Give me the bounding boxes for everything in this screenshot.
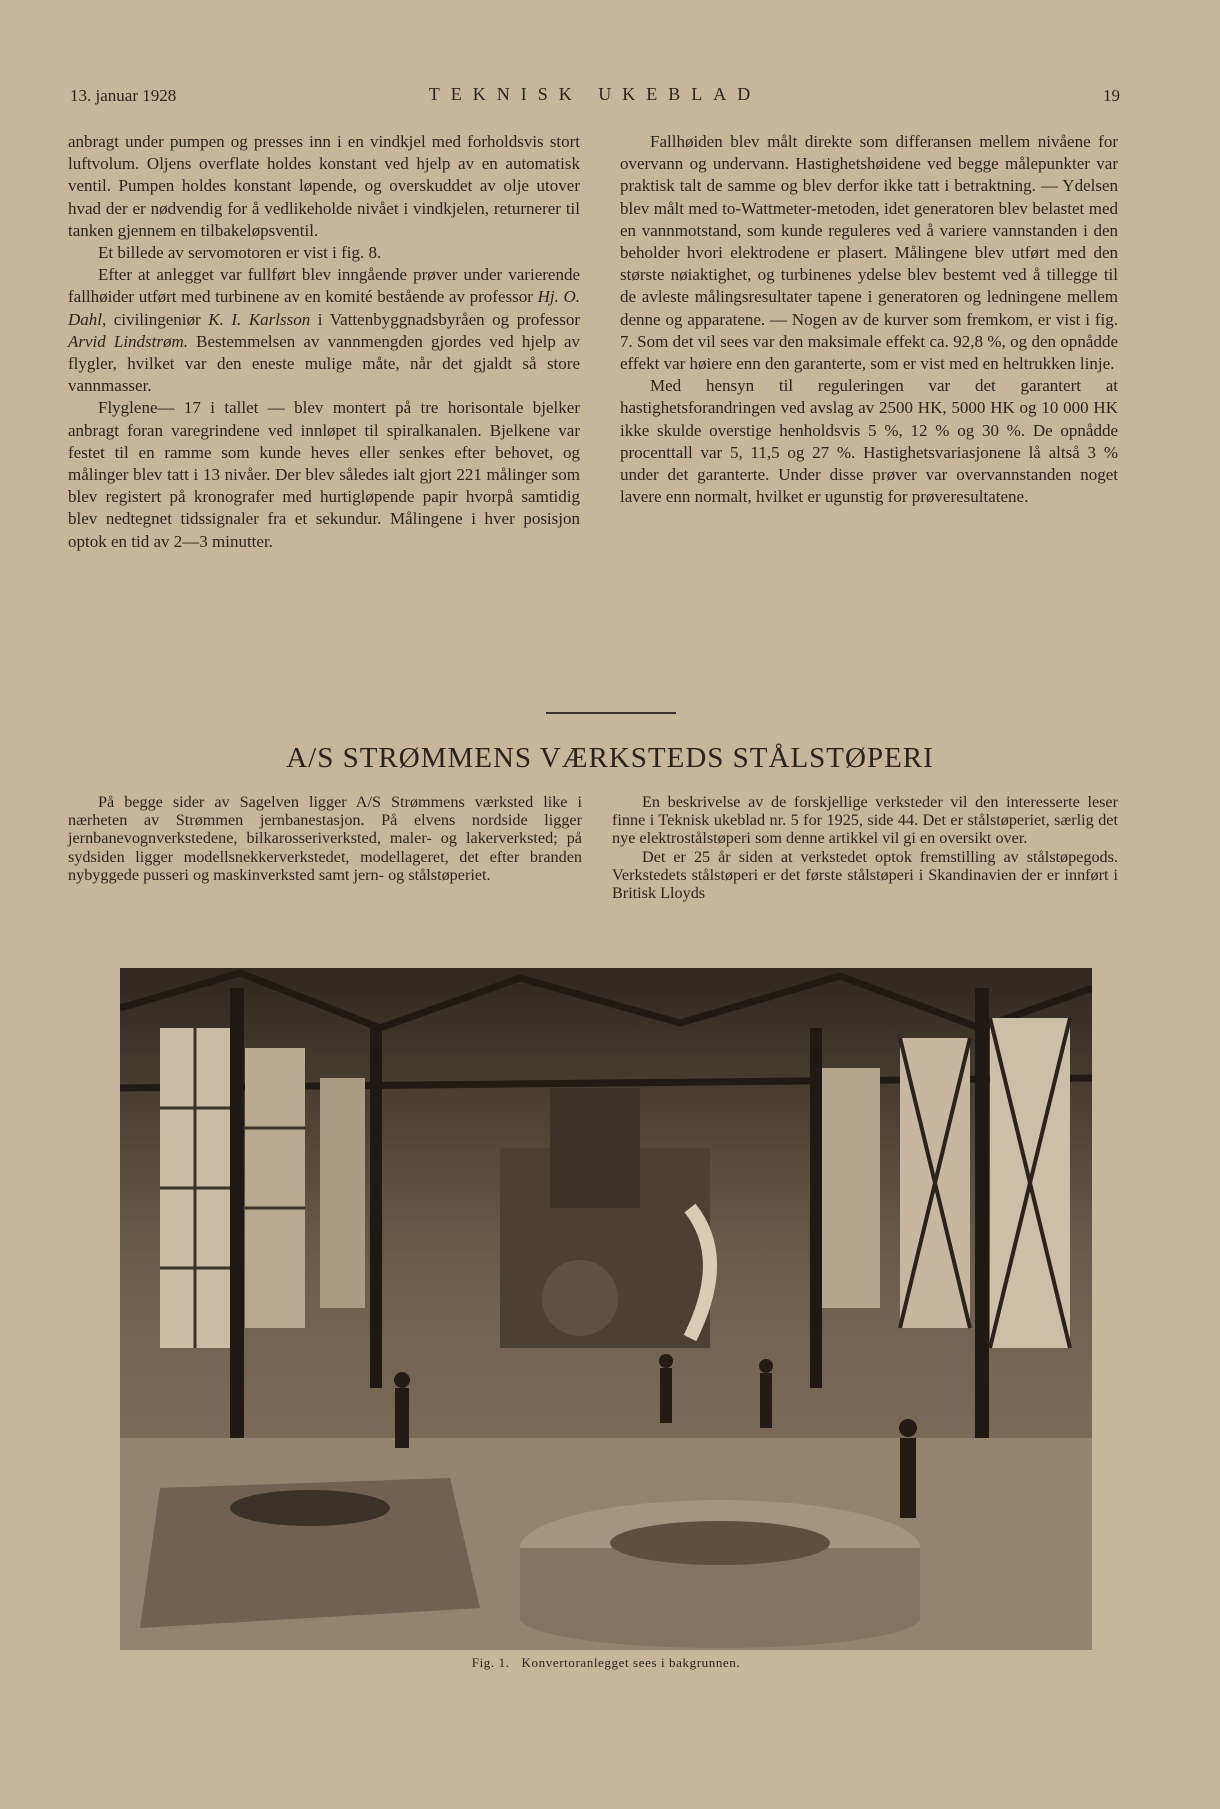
foundry-photograph	[120, 968, 1092, 1650]
paragraph: En beskrivelse av de forskjellige verksteder vil den interesserte leser finne i Teknisk ukeblad nr. 5 for 1925, side 44. Det er stålstøperiet, særlig det nye elektrostålstøperi som denne artikkel vil gi en oversikt over.	[612, 793, 1118, 848]
foundry-hall-illustration	[120, 968, 1092, 1650]
article-right-column	[612, 793, 1118, 902]
running-header	[70, 82, 1120, 112]
paragraph: Et billede av servomotoren er vist i fig. 8.	[98, 243, 382, 263]
text-run: Bestemmelsen av vannmengden gjordes ved hjelp av flygler, hvilket var den eneste mulige måte, når det gjaldt så store vannmasser.	[68, 331, 580, 396]
text-run: civilingeniør	[106, 309, 209, 329]
article-left-column	[68, 793, 582, 884]
article-title: A/S STRØMMENS VÆRKSTEDS STÅLSTØPERI	[286, 742, 934, 774]
paragraph: Med hensyn til reguleringen var det garantert at hastighetsforandringen ved avslag av 2500 HK, 5000 HK og 10 000 HK ikke skulde overstige henholdsvis 5 %, 12 % og 30 %. De opnådde procenttall var 5, 11,5 og 27 %. Hastighetsvariasjonene lå altså 3 % under det garanterte. Under disse prøver var overvannstanden noget lavere enn normalt, hvilket er ugunstig for prøveresultatene.	[620, 376, 1118, 507]
figure-label: Fig. 1.	[471, 1655, 510, 1670]
text-run: Efter at anlegget var fullført blev inngående prøver under varierende fallhøider utført med turbinene av en komité bestående av professor	[68, 265, 580, 307]
caption-text: Konvertoranlegget sees i bakgrunnen.	[521, 1655, 741, 1670]
page-number: 19	[1103, 86, 1120, 105]
top-left-column	[68, 131, 580, 553]
top-right-column	[620, 131, 1118, 508]
issue-date: 13. januar 1928	[70, 86, 177, 105]
paragraph: Det er 25 år siden at verkstedet optok fremstilling av stålstøpegods. Verkstedets stålstøperi er det første stålstøperi i Skandinavien der er innført i Britisk Lloyds	[612, 847, 1118, 903]
section-divider	[546, 712, 676, 714]
text-run: i Vattenbyggnadsbyråen og professor	[310, 309, 580, 329]
paragraph: På begge sider av Sagelven ligger A/S Strømmens værksted like i nærheten av Strømmen jernbanestasjon. På elvens nordside ligger jernbanevognverkstedene, bilkarosseriverksted, maler- og lakerverksted; på sydsiden ligger modellsnekkerverkstedet, modellageret, det efter branden nybyggede pusseri og maskinverksted samt jern- og stålstøperiet.	[68, 793, 582, 884]
paragraph	[68, 264, 580, 397]
person-name: Arvid Lindstrøm.	[68, 331, 189, 351]
paragraph: Fallhøiden blev målt direkte som differansen mellem nivåene for overvann og undervann. Hastighetshøidene ved begge målepunkter var praktisk talt de samme og blev derfor ikke tatt i betraktning. — Ydelsen blev målt med to-Wattmeter-metoden, idet generatoren blev belastet med en vannmotstand, som kunde reguleres ved å variere vannstanden i den beholder hvori elektrodene er plasert. Målingene blev utført med den største nøiaktighet, og turbinenes ydelse blev bestemt ved å tillegge til de avleste målingsresultater tapene i generatoren og ledningene mellem denne og apparatene. — Nogen av de kurver som fremkom, er vist i fig. 7. Som det vil sees var den maksimale effekt ca. 92,8 %, og den opnådde effekt var høiere enn den garanterte, som er vist med en heltrukken linje.	[620, 132, 1118, 374]
paragraph: Flyglene— 17 i tallet — blev montert på tre horisontale bjelker anbragt foran varegrindene ved innløpet til spiralkanalen. Bjelkene var festet til en ramme som kunde heves eller senkes efter behovet, og målinger blev tatt i 13 nivåer. Der blev således ialt gjort 221 målinger som blev registert på kronografer med hurtigløpende papir hvorpå samtidig blev nedtegnet tidssignaler fra et sekundur. Målingene i hver posisjon optok en tid av 2—3 minutter.	[68, 398, 580, 551]
figure-caption	[120, 1655, 1092, 1671]
journal-title: TEKNISK UKEBLAD	[428, 84, 762, 104]
person-name: Hj. O. Dahl,	[68, 287, 580, 329]
paragraph: anbragt under pumpen og presses inn i en vindkjel med forholdsvis stort luftvolum. Oljens overflate holdes konstant ved hjelp av en automatisk ventil. Pumpen holdes konstant løpende, og overskuddet av olje utover hvad der er nødvendig for å vedlikeholde nivået i vindkjelen, returnerer til tanken gjennem en tilbakeløpsventil.	[68, 132, 580, 240]
person-name: K. I. Karlsson	[208, 309, 311, 329]
ring-casting	[520, 1500, 920, 1648]
mold-box	[140, 1478, 480, 1628]
